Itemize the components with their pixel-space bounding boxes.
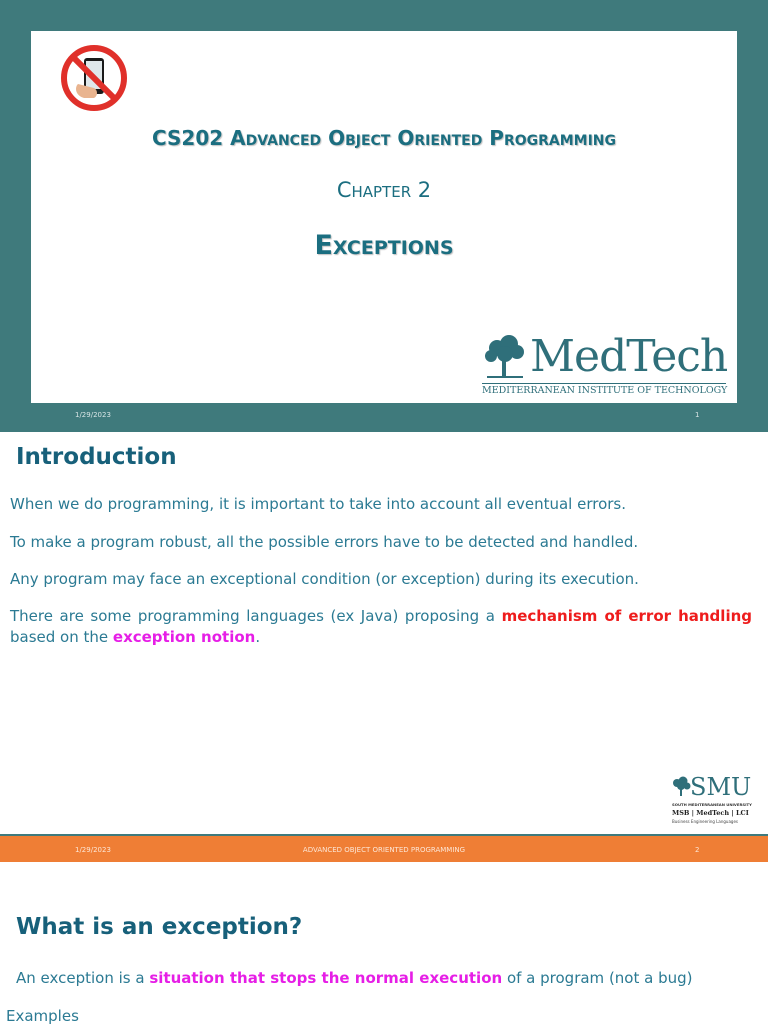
footer-course: ADVANCED OBJECT ORIENTED PROGRAMMING xyxy=(302,846,466,854)
footer-teal-band xyxy=(0,834,768,836)
footer-page-number: 2 xyxy=(695,846,700,854)
highlight-situation: situation that stops the normal execution xyxy=(149,969,503,987)
medtech-tree-icon xyxy=(481,334,529,382)
chapter-label: Chapter 2 xyxy=(336,178,432,202)
course-title: CS202 Advanced Object Oriented Programming xyxy=(151,126,617,150)
medtech-logo-subtitle: MEDITERRANEAN INSTITUTE OF TECHNOLOGY xyxy=(482,385,728,396)
highlight-exception-notion: exception notion xyxy=(112,628,256,646)
smu-logo xyxy=(670,773,764,830)
smu-tagline: Business Engineering Languages xyxy=(672,819,739,824)
chapter-topic: Exceptions xyxy=(314,230,454,261)
examples-label: Examples xyxy=(6,1007,79,1025)
slide-2-footer xyxy=(0,836,768,862)
slide-1-date: 1/29/2023 xyxy=(75,411,111,419)
paragraph-4 xyxy=(10,606,752,648)
paragraph-4-text-a: There are some programming languages (ex Java) proposing a xyxy=(10,607,502,625)
paragraph-1: When we do programming, it is important to take into account all eventual errors. xyxy=(10,495,627,513)
medtech-logo-name: MedTech xyxy=(530,331,728,382)
exception-definition xyxy=(16,969,693,987)
paragraph-3: Any program may face an exceptional condition (or exception) during its execution. xyxy=(10,570,639,588)
paragraph-4-text-e: . xyxy=(255,628,261,646)
smu-schools: MSB | MedTech | LCI xyxy=(672,809,749,817)
slide-3 xyxy=(0,864,768,1024)
no-phone-icon xyxy=(60,44,128,112)
definition-text-a: An exception is a xyxy=(16,969,150,987)
paragraph-2: To make a program robust, all the possible errors have to be detected and handled. xyxy=(10,533,639,551)
highlight-mechanism: mechanism of error handling xyxy=(501,607,752,625)
smu-subtitle: SOUTH MEDITERRANEAN UNIVERSITY xyxy=(672,802,752,807)
footer-date: 1/29/2023 xyxy=(75,846,111,854)
slide-3-title: What is an exception? xyxy=(16,914,303,940)
smu-name: SMU xyxy=(690,773,752,801)
slide-2-title: Introduction xyxy=(16,444,177,470)
slide-2 xyxy=(0,432,768,864)
definition-text-c: of a program (not a bug) xyxy=(502,969,693,987)
smu-tree-icon xyxy=(670,776,692,798)
paragraph-4-text-c: based on the xyxy=(10,628,113,646)
slide-1 xyxy=(0,0,768,432)
slide-1-page-number: 1 xyxy=(695,411,700,419)
